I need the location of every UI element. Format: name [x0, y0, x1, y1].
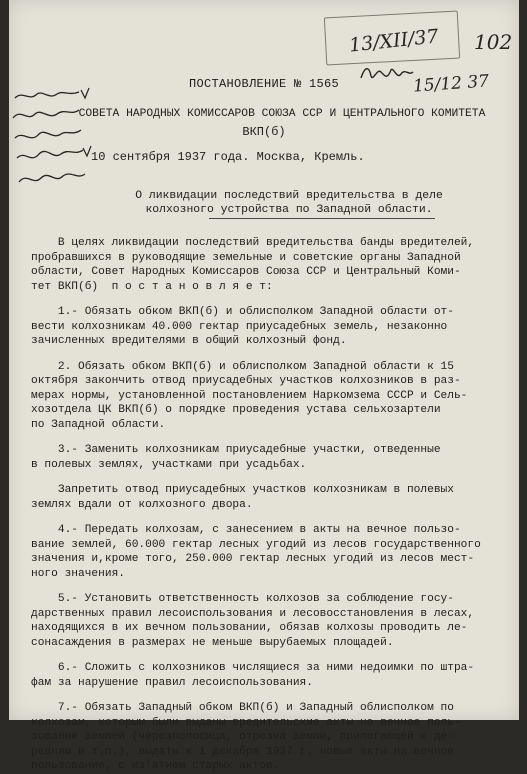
paragraph-line: октября закончить отвод приусадебных участков колхозников в раз- — [31, 375, 461, 387]
handwritten-registration-number: 13/XII/37 — [348, 25, 440, 57]
paragraph — [31, 305, 513, 349]
paragraph-gap — [31, 650, 513, 661]
paragraph-line: сонасаждения в размерах не меньше вырубаемых площадей. — [31, 636, 394, 649]
paragraph-line: 7.- Обязать Западный обком ВКП(б) и Западный облисполком по — [31, 702, 454, 714]
document-subject-continued: колхозного устройства по Западной области. — [145, 204, 433, 216]
paragraph-line: зование землей (черезполосица, отрезка земли, прилегающей к де- — [31, 731, 454, 743]
paragraph-line: вание землей, 60.000 гектар лесных угодий из лесов государственного — [31, 538, 481, 551]
paragraph-line: дарственных правил лесоиспользования и лесовосстановления в лесах, — [31, 607, 475, 620]
paragraph-line: зачисленных вредителями в общий колхозный фонд. — [31, 335, 347, 347]
paragraph-line: ного значения. — [31, 567, 125, 580]
paragraph-line: вести колхозникам 40.000 гектар приусадебных земель, незаконно — [31, 320, 448, 333]
paragraph-line: 6.- Сложить с колхозников числящиеся за ними недоимки по штра- — [31, 662, 475, 674]
paragraph-line: 4.- Передать колхозам, с занесением в акты на вечное пользо- — [31, 524, 461, 536]
paragraph-gap — [31, 581, 513, 592]
paragraph-line: колхозам, которым были выданы вредительские акты на вечное поль- — [31, 716, 461, 729]
document-title: ПОСТАНОВЛЕНИЕ № 1565 — [188, 77, 340, 91]
paragraph-line: Запретить отвод приусадебных участков колхозникам в полевых — [31, 484, 454, 496]
document-dateline: 10 сентября 1937 года. Москва, Кремль. — [91, 150, 365, 164]
paragraph-line: 5.- Установить ответственность колхозов за соблюдение госу- — [31, 593, 454, 605]
paragraph-gap — [31, 349, 513, 360]
handwritten-margin-signatures — [9, 88, 91, 200]
paragraph — [31, 523, 513, 581]
paragraph — [31, 701, 513, 774]
paragraph-gap — [31, 690, 513, 701]
paragraph — [31, 360, 513, 433]
paragraph-gap — [31, 294, 513, 305]
paragraph-line: пользование, с из'ятием старых актов. — [31, 760, 280, 772]
paragraph — [31, 661, 513, 690]
document-body — [31, 236, 513, 774]
paragraph — [31, 443, 513, 472]
paragraph-line: фам за нарушение правил лесоиспользования. — [31, 676, 313, 689]
paragraph — [31, 236, 513, 294]
paragraph-line: в полевых землях, участками при усадьбах. — [31, 458, 307, 471]
paragraph — [31, 592, 513, 650]
paragraph-line: области, Совет Народных Комиссаров Союза ССР и Центральный Коми- — [31, 266, 461, 278]
handwritten-date: 15/12 37 — [412, 71, 490, 97]
paragraph-line: ревням и т.п.), выдать к 1 декабря 1937 г. новые акты на вечное — [31, 745, 454, 758]
document-subject: О ликвидации последствий вредительства в деле — [135, 190, 443, 202]
paragraph-line: 1.- Обязать обком ВКП(б) и облисполком Западной области от- — [31, 306, 454, 318]
paragraph-line: хозотдела ЦК ВКП(б) о порядке проведения устава сельхозартели — [31, 404, 441, 416]
paragraph-line: В целях ликвидации последствий вредительства банды вредителей, — [31, 237, 475, 249]
paragraph-line: пробравшихся в руководящие земельные и советские органы Западной — [31, 251, 461, 264]
paragraph — [31, 483, 513, 512]
issuing-body: СОВЕТА НАРОДНЫХ КОМИССАРОВ СОЮЗА ССР И ЦЕНТРАЛЬНОГО КОМИТЕТА — [78, 108, 486, 120]
issuing-body-party: ВКП(б) — [242, 125, 286, 139]
paragraph-gap — [31, 432, 513, 443]
paragraph-line: мерах нормы, установленной постановлением Наркомзема СССР и Сель- — [31, 389, 468, 402]
document-page — [9, 0, 519, 772]
paragraph-line: 2. Обязать обком ВКП(б) и облисполком Западной области к 15 — [31, 360, 454, 373]
subject-underline — [209, 218, 435, 219]
handwritten-page-number: 102 — [474, 30, 513, 54]
paragraph-line: по Западной области. — [31, 418, 166, 431]
paragraph-gap — [31, 472, 513, 483]
paragraph-line: 3.- Заменить колхозникам приусадебные участки, отведенные — [31, 444, 441, 456]
paragraph-gap — [31, 512, 513, 523]
paragraph-line: землях вдали от колхозного двора. — [31, 498, 253, 511]
paragraph-line: находящихся в их вечном пользовании, обязав колхозы проводить ле- — [31, 622, 468, 634]
paragraph-line: тет ВКП(б) п о с т а н о в л я е т: — [31, 280, 273, 293]
paragraph-line: значения и,кроме того, 250.000 гектар лесных угодий из лесов мест- — [31, 553, 475, 565]
